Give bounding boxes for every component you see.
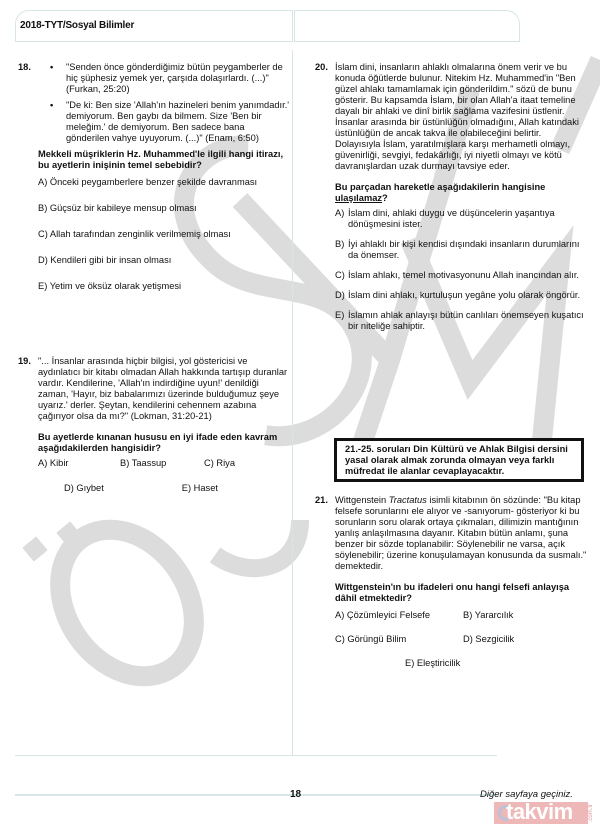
- question-stem: [335, 182, 585, 204]
- answer-option-d[interactable]: D) Kendileri gibi bir insan olması: [38, 255, 172, 265]
- answer-option-d[interactable]: D) Sezgicilik: [463, 634, 515, 644]
- question-passage: [335, 495, 587, 572]
- quote-item: [48, 100, 290, 144]
- stem-text: Bu parçadan hareketle aşağıdakilerin hangisine: [335, 182, 546, 192]
- answer-option-a[interactable]: A) Çözümleyici Felsefe: [335, 610, 431, 620]
- bullet-icon: •: [50, 62, 54, 72]
- column-divider: [292, 50, 293, 755]
- answer-options-row-2: [38, 483, 290, 494]
- answer-option-d[interactable]: [335, 290, 585, 301]
- page-header-title: 2018-TYT/Sosyal Bilimler: [20, 20, 135, 31]
- question-stem: Mekkeli müşriklerin Hz. Muhammed'le ilgili hangi itirazı, bu ayetlerin inişinin temel sebebidir?: [38, 149, 284, 170]
- answer-option-c[interactable]: C) Riya: [204, 458, 235, 468]
- quote-text: "Senden önce gönderdiğimiz bütün peygamberler de hiç şüphesiz yemek yer, çarşıda dolaşırlardı. (...)" (Furkan, 25:20): [66, 62, 283, 94]
- answer-option-a[interactable]: [335, 208, 585, 230]
- answer-option-a[interactable]: A) Önceki peygamberlere benzer şekilde davranması: [38, 177, 258, 187]
- answer-option-d[interactable]: D) Gıybet: [64, 483, 104, 493]
- answer-options: [335, 610, 587, 645]
- option-letter: C): [335, 270, 345, 280]
- quote-text: "De ki: Ben size 'Allah'ın hazineleri benim yanımdadır.' demiyorum. Ben gaybı da bilmem. Size 'Ben bir meleğim.' de demiyorum. Ben sadece bana gönderilen vahye uyuyorum. (...)" (Enam, 6:50): [66, 100, 290, 143]
- question-stem: Bu ayetlerde kınanan hususu en iyi ifade eden kavram aşağıdakilerden hangisidir?: [38, 432, 278, 453]
- section-notice-box: 21.-25. soruları Din Kültürü ve Ahlak Bilgisi dersini yasal olarak almak zorunda olmayan veya farklı müfredat ile alanlar cevaplayacaktır.: [334, 438, 584, 482]
- quote-list: [48, 62, 290, 144]
- question-number: 20.: [315, 62, 328, 72]
- takvim-logo: [488, 799, 594, 824]
- question-number: 18.: [18, 62, 31, 72]
- answer-option-b[interactable]: B) Güçsüz bir kabileye mensup olması: [38, 203, 197, 213]
- answer-option-c[interactable]: [335, 270, 585, 281]
- answer-option-e[interactable]: E) Yetim ve öksüz olarak yetişmesi: [38, 281, 182, 291]
- answer-option-c[interactable]: C) Görüngü Bilim: [335, 634, 407, 644]
- question-number: 19.: [18, 356, 31, 366]
- option-letter: E): [335, 310, 345, 320]
- option-text: İslam ahlakı, temel motivasyonunu Allah inancından alır.: [348, 270, 580, 280]
- bullet-icon: •: [50, 100, 54, 110]
- option-text: İslam dini ahlakı, kurtuluşun yegâne yolu olarak öngörür.: [348, 290, 581, 300]
- answer-option-b[interactable]: B) Taassup: [120, 458, 167, 468]
- question-21: [315, 495, 587, 669]
- next-page-note: Diğer sayfaya geçiniz.: [480, 789, 573, 800]
- right-column: [315, 62, 585, 341]
- footer-rule: [15, 794, 497, 796]
- logo-tld: .com.tr: [588, 804, 594, 823]
- option-text: İslam dini, ahlaki duygu ve düşüncelerin yaşantıya dönüşmesini ister.: [348, 208, 555, 229]
- stem-emphasis: ulaşılamaz: [335, 193, 383, 203]
- question-passage: "... İnsanlar arasında hiçbir bilgisi, yol göstericisi ve aydınlatıcı bir kitabı olmadan Allah hakkında tartışıp duranlar vardır. Kendilerine, 'Allah'ın indirdiğine uyun!' denildiği zaman, 'Hayır, biz babalarımızı üzerinde bulduğumuz şeye uyarız.' derler. Şeytan, kendilerini cehennem azabına çağırıyor olsa da mı?" (Lokman, 31:20-21): [38, 356, 288, 421]
- question-20: [315, 62, 585, 332]
- right-column-lower: [315, 495, 587, 669]
- answer-option-e[interactable]: E) Eleştiricilik: [405, 658, 461, 668]
- answer-option-e[interactable]: E) Haset: [181, 483, 218, 493]
- option-letter: A): [335, 208, 345, 218]
- left-column: [18, 62, 290, 494]
- question-number: 21.: [315, 495, 328, 505]
- answer-options-row-3: [335, 658, 587, 669]
- question-18: [18, 62, 290, 292]
- question-stem: Wittgenstein'ın bu ifadeleri onu hangi felsefi anlayışa dâhil etmektedir?: [335, 582, 570, 603]
- passage-text: Wittgenstein: [335, 495, 389, 505]
- answer-options: [38, 458, 290, 469]
- answer-option-a[interactable]: A) Kibir: [38, 458, 69, 468]
- content-bottom-rule: [15, 755, 497, 756]
- option-letter: B): [335, 239, 345, 249]
- quote-item: [48, 62, 290, 95]
- page-number: 18: [290, 789, 302, 800]
- answer-option-b[interactable]: B) Yararcılık: [463, 610, 514, 620]
- passage-text: isimli kitabının ön sözünde: "Bu kitap felsefe sorunlarını ele alıyor ve -sanıyorum- gösteriyor ki bu sorunların soru olarak ortaya çıkmaları, dilimizin mantığının yanlış anlaşılmasına dayanır. Kitabın bütün anlamı, şuna benzer bir sözde toplanabilir: Söylenebilir ne varsa, açık söylenebilir; üzerine konuşulamayan konusunda da susmalı." demektedir.: [335, 495, 587, 571]
- question-passage: İslam dini, insanların ahlaklı olmalarına önem verir ve bu konuda öğütlerde bulunur. Nitekim Hz. Muhammed'in "Ben güzel ahlakı tamamlamak için gönderildim." sözü de bunu gösterir. Bu kapsamda İslam, bir olan Allah'a itaat temeline dayalı bir ahlaki ve dinî birlik sağlama vazifesini üstlenir. İnsanlar arasında bir üstünlüğün olmadığını, Allah katındaki üstünlüğün de ancak takva ile olabileceğini belirtir. Dolayısıyla İslam, yaratılmışlara karşı merhametli olmayı, güvenirliği, sevgiyi, fedakârlığı, iyi niyetli olmayı ve kötü davranışlardan uzak durmayı tavsiye eder.: [335, 62, 579, 171]
- stem-suffix: ?: [382, 193, 388, 203]
- answer-option-b[interactable]: [335, 239, 585, 261]
- option-letter: D): [335, 290, 345, 300]
- book-title: Tractatus: [388, 495, 427, 505]
- logo-text: takvim: [506, 799, 573, 824]
- question-19: [18, 356, 290, 494]
- option-text: İslamın ahlak anlayışı bütün canlıları önemseyen kuşatıcı bir niteliğe sahiptir.: [348, 310, 584, 331]
- header-box-right: [294, 10, 520, 42]
- answer-option-c[interactable]: C) Allah tarafından zenginlik verilmemiş olması: [38, 229, 231, 239]
- option-text: İyi ahlaklı bir kişi kendisi dışındaki insanların durumlarını da önemser.: [348, 239, 580, 260]
- answer-option-e[interactable]: [335, 310, 585, 332]
